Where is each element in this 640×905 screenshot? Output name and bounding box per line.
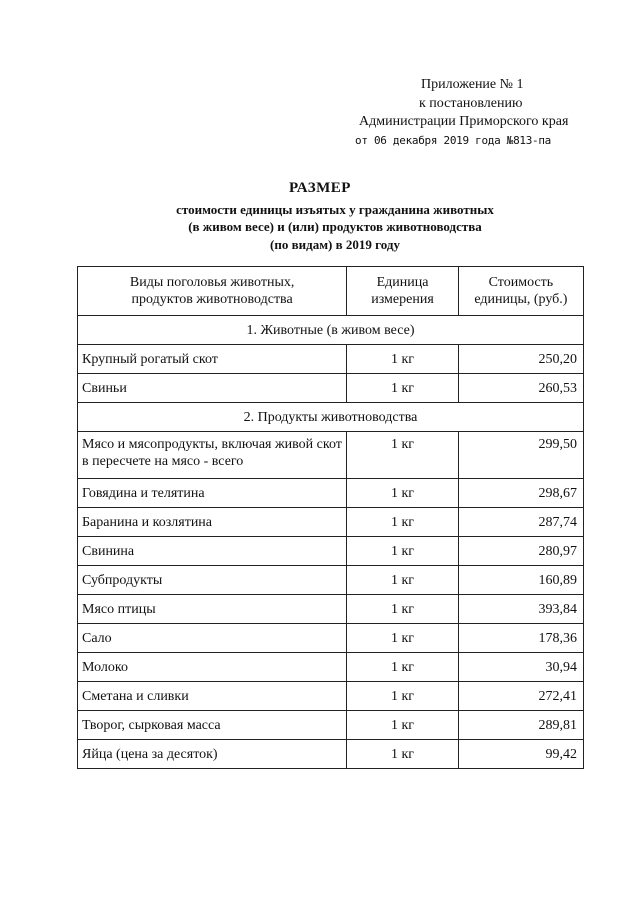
- table-row: [78, 432, 584, 479]
- row-unit: 1 кг: [347, 624, 459, 653]
- header-cost-line-2: единицы, (руб.): [474, 292, 568, 307]
- row-unit: 1 кг: [347, 711, 459, 740]
- title-line-3: (по видам) в 2019 году: [270, 236, 400, 252]
- row-unit: 1 кг: [347, 537, 459, 566]
- row-name: Яйца (цена за десяток): [78, 740, 347, 769]
- header-cost-line-1: Стоимость: [488, 275, 554, 290]
- table-row: [78, 566, 584, 595]
- row-price: 178,36: [458, 624, 583, 653]
- table-row: [78, 711, 584, 740]
- row-unit: 1 кг: [347, 345, 459, 374]
- table-row: [78, 345, 584, 374]
- price-table: [77, 266, 584, 769]
- row-unit: 1 кг: [347, 595, 459, 624]
- header-species-line-1: Виды поголовья животных,: [129, 275, 295, 290]
- section-title: 2. Продукты животноводства: [78, 403, 584, 432]
- row-price: 250,20: [458, 345, 583, 374]
- row-name: Сало: [78, 624, 347, 653]
- row-price: 280,97: [458, 537, 583, 566]
- document-title: [0, 180, 640, 253]
- row-price: 393,84: [458, 595, 583, 624]
- table-row: [78, 595, 584, 624]
- header-unit-line-2: измерения: [371, 292, 434, 307]
- appendix-stamp-date: от 06 декабря 2019 года №813-па: [355, 133, 551, 147]
- row-unit: 1 кг: [347, 432, 459, 479]
- table-row: [78, 740, 584, 769]
- row-unit: 1 кг: [347, 566, 459, 595]
- row-unit: 1 кг: [347, 479, 459, 508]
- row-name: Свинина: [78, 537, 347, 566]
- row-name: Молоко: [78, 653, 347, 682]
- row-price: 272,41: [458, 682, 583, 711]
- table-row: [78, 374, 584, 403]
- row-price: 287,74: [458, 508, 583, 537]
- title-heading: РАЗМЕР: [289, 180, 351, 196]
- appendix-line-2: к постановлению: [419, 95, 523, 111]
- header-cost: [458, 267, 583, 316]
- row-price: 260,53: [458, 374, 583, 403]
- row-price: 289,81: [458, 711, 583, 740]
- title-line-1: стоимости единицы изъятых у гражданина животных: [176, 201, 494, 217]
- title-line-2: (в живом весе) и (или) продуктов животноводства: [188, 219, 482, 234]
- row-price: 30,94: [458, 653, 583, 682]
- row-name: Крупный рогатый скот: [78, 345, 347, 374]
- row-name: Мясо птицы: [78, 595, 347, 624]
- row-price: 160,89: [458, 566, 583, 595]
- header-unit-line-1: Единица: [376, 275, 429, 290]
- row-name: Мясо и мясопродукты, включая живой скот в пересчете на мясо - всего: [78, 432, 347, 479]
- row-unit: 1 кг: [347, 682, 459, 711]
- row-name: Баранина и козлятина: [78, 508, 347, 537]
- appendix-line-1: Приложение № 1: [421, 77, 524, 92]
- table-row: [78, 624, 584, 653]
- header-unit: [347, 267, 459, 316]
- row-unit: 1 кг: [347, 740, 459, 769]
- row-name: Сметана и сливки: [78, 682, 347, 711]
- appendix-block: [355, 76, 600, 150]
- row-unit: 1 кг: [347, 374, 459, 403]
- header-species-line-2: продуктов животноводства: [131, 292, 293, 307]
- section-row-animals: [78, 316, 584, 345]
- header-species: [78, 267, 347, 316]
- appendix-line-3: Администрации Приморского края: [359, 114, 569, 129]
- table-row: [78, 682, 584, 711]
- row-name: Субпродукты: [78, 566, 347, 595]
- section-row-products: [78, 403, 584, 432]
- table-row: [78, 479, 584, 508]
- table-row: [78, 537, 584, 566]
- table-row: [78, 653, 584, 682]
- row-unit: 1 кг: [347, 653, 459, 682]
- row-price: 299,50: [458, 432, 583, 479]
- table-header-row: [78, 267, 584, 316]
- section-title: 1. Животные (в живом весе): [78, 316, 584, 345]
- table-row: [78, 508, 584, 537]
- row-name: Говядина и телятина: [78, 479, 347, 508]
- row-unit: 1 кг: [347, 508, 459, 537]
- row-name: Творог, сырковая масса: [78, 711, 347, 740]
- row-name: Свиньи: [78, 374, 347, 403]
- row-price: 99,42: [458, 740, 583, 769]
- row-price: 298,67: [458, 479, 583, 508]
